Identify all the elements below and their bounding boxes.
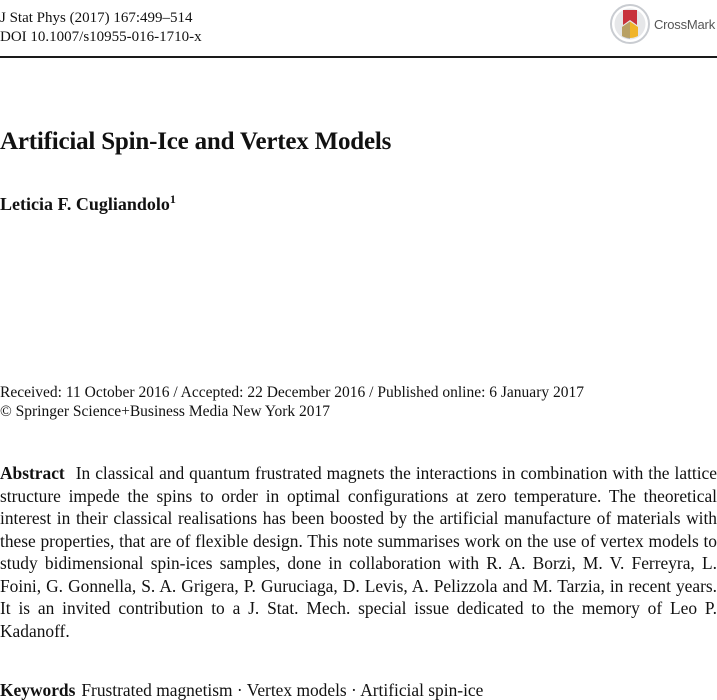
crossmark-label: CrossMark: [653, 16, 715, 32]
crossmark-badge[interactable]: [609, 3, 715, 45]
keywords-text: Frustrated magnetism · Vertex models · Artificial spin-ice: [81, 680, 484, 700]
paper-title: Artificial Spin-Ice and Vertex Models: [0, 128, 392, 155]
abstract: [0, 462, 717, 642]
abstract-heading: Abstract: [0, 463, 65, 483]
keywords-heading: Keywords: [0, 680, 76, 700]
author-name: Leticia F. Cugliandolo: [0, 194, 170, 214]
affiliation-mark[interactable]: 1: [169, 192, 176, 206]
abstract-text: In classical and quantum frustrated magnets the interactions in combination with the lattice structure impede the spins to order in optimal configurations at zero temperature. The theoretical interest in their classical realisations has been boosted by the artificial manufacture of materials with these properties, that are of flexible design. This note summarises work on the use of vertex models to study bidimensional spin-ices samples, done in collaboration with R. A. Borzi, M. V. Ferreyra, L. Foini, G. Gonnella, S. A. Grigera, P. Guruciaga, D. Levis, A. Pelizzola and M. Tarzia, in recent years. It is an invited contribution to a J. Stat. Mech. special issue dedicated to the memory of Leo P. Kadanoff.: [0, 463, 717, 641]
crossmark-icon: [609, 3, 651, 45]
doi[interactable]: DOI 10.1007/s10955-016-1710-x: [0, 29, 202, 45]
keywords: [0, 680, 483, 700]
copyright-notice: © Springer Science+Business Media New York 2017: [0, 403, 331, 420]
header-rule: [0, 56, 717, 58]
author-line: [0, 194, 176, 215]
journal-reference: J Stat Phys (2017) 167:499–514: [0, 10, 193, 26]
publication-dates: Received: 11 October 2016 / Accepted: 22 December 2016 / Published online: 6 January 2017: [0, 384, 584, 401]
